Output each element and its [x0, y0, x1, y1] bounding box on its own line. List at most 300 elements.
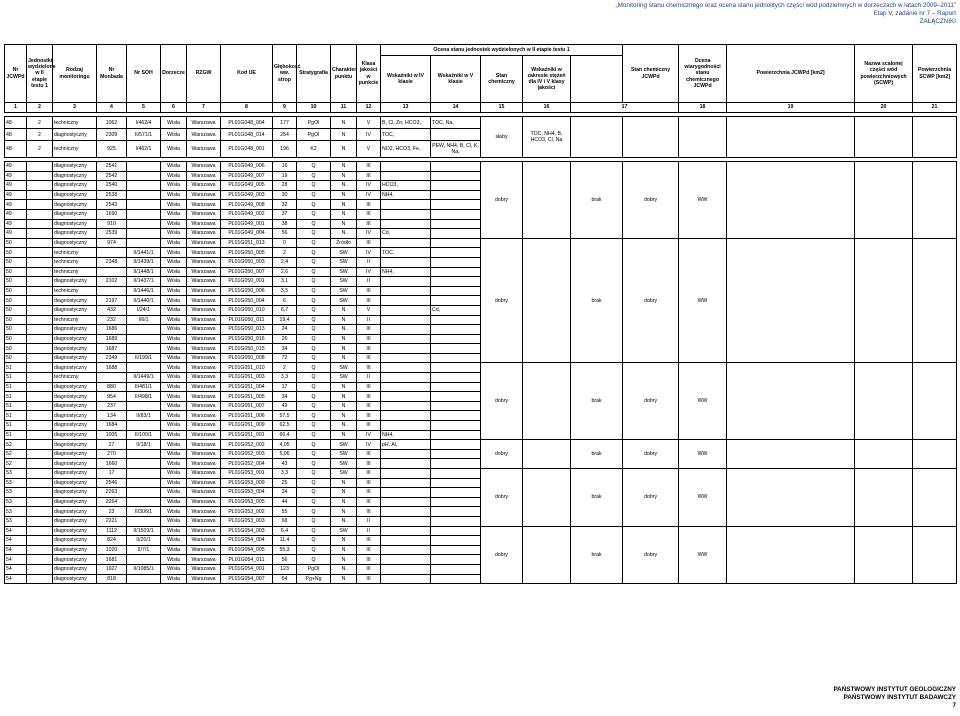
- cell: [431, 478, 481, 488]
- cell: 2546: [97, 478, 127, 488]
- cell: Warszawa: [187, 162, 221, 172]
- cell: 51: [5, 411, 27, 421]
- cell: Q: [297, 516, 331, 526]
- cell: Q: [297, 238, 331, 248]
- cell: [913, 117, 957, 158]
- cell: 50: [5, 238, 27, 248]
- cell: PL01G054_007: [221, 574, 273, 584]
- cell: III: [357, 536, 381, 546]
- cell: [97, 373, 127, 383]
- cell: Wisła: [161, 286, 187, 296]
- cell: 54: [5, 536, 27, 546]
- cell: PL01G050_010: [221, 305, 273, 315]
- cell: Warszawa: [187, 277, 221, 287]
- cell: 1689: [97, 334, 127, 344]
- cell: [381, 325, 431, 335]
- cell: Q: [297, 392, 331, 402]
- column-number: 15: [481, 103, 523, 113]
- cell: PL01G053_002: [221, 507, 273, 517]
- cell: [27, 536, 53, 546]
- cell: 2539: [97, 229, 127, 239]
- cell: techniczny: [53, 257, 97, 267]
- header-title: „Monitoring stanu chemicznego oraz ocena stanu jednolitych części wód podziemnych w dorzeczach w latach 2009–2011”: [615, 2, 956, 9]
- cell: NH4,: [381, 267, 431, 277]
- cell: II: [357, 526, 381, 536]
- cell: [431, 190, 481, 200]
- cell: PL01G050_006: [221, 286, 273, 296]
- group-empty-cell: [727, 440, 855, 469]
- cell: [27, 526, 53, 536]
- group-stan-cell: dobry: [481, 440, 523, 469]
- cell: 0: [273, 238, 297, 248]
- cell: Warszawa: [187, 536, 221, 546]
- cell: diagnostyczny: [53, 401, 97, 411]
- cell: Warszawa: [187, 229, 221, 239]
- cell: [27, 171, 53, 181]
- cell: N: [331, 117, 357, 129]
- cell: Wisła: [161, 162, 187, 172]
- col-klasa: Klasa jakości w punkcie: [357, 45, 381, 103]
- cell: 2: [27, 117, 53, 129]
- cell: Warszawa: [187, 190, 221, 200]
- cell: Wisła: [161, 277, 187, 287]
- cell: Warszawa: [187, 129, 221, 141]
- cell: Warszawa: [187, 267, 221, 277]
- cell: 48: [5, 129, 27, 141]
- cell: diagnostyczny: [53, 449, 97, 459]
- group-jcwpd-cell: dobry: [623, 440, 679, 469]
- cell: II: [357, 315, 381, 325]
- col-pow-scwp: Powierzchnia SCWP [km2]: [913, 45, 957, 103]
- cell: [381, 488, 431, 498]
- cell: [27, 421, 53, 431]
- page-footer: [833, 686, 956, 710]
- cell: [431, 526, 481, 536]
- cell: N: [331, 430, 357, 440]
- cell: N: [331, 171, 357, 181]
- cell: [127, 488, 161, 498]
- column-number: 6: [161, 103, 187, 113]
- column-number: 16: [523, 103, 571, 113]
- group-jcwpd-cell: dobry: [623, 238, 679, 363]
- cell: PL01G051_007: [221, 401, 273, 411]
- cell: PL01G050_003: [221, 257, 273, 267]
- cell: 54: [5, 555, 27, 565]
- cell: Wisła: [161, 574, 187, 584]
- cell: diagnostyczny: [53, 334, 97, 344]
- cell: 2102: [97, 277, 127, 287]
- cell: SW: [331, 248, 357, 258]
- cell: [27, 296, 53, 306]
- cell: SW: [331, 440, 357, 450]
- cell: 54: [5, 526, 27, 536]
- cell: diagnostyczny: [53, 478, 97, 488]
- cell: PL01G049_004: [221, 229, 273, 239]
- cell: 25: [273, 478, 297, 488]
- cell: 2: [27, 129, 53, 141]
- cell: Warszawa: [187, 325, 221, 335]
- cell: PL01G049_002: [221, 209, 273, 219]
- cell: 1688: [97, 363, 127, 373]
- column-number: 9: [273, 103, 297, 113]
- data-table: [4, 44, 957, 584]
- cell: Wisła: [161, 190, 187, 200]
- cell: III: [357, 162, 381, 172]
- cell: diagnostyczny: [53, 526, 97, 536]
- cell: [381, 296, 431, 306]
- cell: SW: [331, 257, 357, 267]
- cell: 38: [273, 219, 297, 229]
- cell: [431, 449, 481, 459]
- cell: [431, 564, 481, 574]
- cell: [27, 267, 53, 277]
- cell: [381, 411, 431, 421]
- cell: N: [331, 545, 357, 555]
- cell: PgOl: [297, 129, 331, 141]
- cell: [381, 382, 431, 392]
- cell: 1927: [97, 564, 127, 574]
- cell: Wisła: [161, 171, 187, 181]
- cell: N: [331, 574, 357, 584]
- cell: Warszawa: [187, 401, 221, 411]
- cell: 49: [5, 181, 27, 191]
- cell: PL01G052_002: [221, 440, 273, 450]
- cell: [381, 277, 431, 287]
- cell: N: [331, 478, 357, 488]
- cell: [27, 325, 53, 335]
- cell: Wisła: [161, 497, 187, 507]
- cell: diagnostyczny: [53, 497, 97, 507]
- cell: [381, 497, 431, 507]
- cell: III: [357, 200, 381, 210]
- cell: Wisła: [161, 440, 187, 450]
- group-empty-cell: [913, 162, 957, 239]
- cell: diagnostyczny: [53, 353, 97, 363]
- cell: [381, 421, 431, 431]
- col-stan-chem: Stan chemiczny: [481, 56, 523, 103]
- cell: V: [357, 141, 381, 158]
- cell: 2263: [97, 488, 127, 498]
- column-number: 8: [221, 103, 273, 113]
- cell: III: [357, 469, 381, 479]
- cell: [381, 257, 431, 267]
- group-jcwpd-cell: dobry: [623, 526, 679, 584]
- cell: IV: [357, 248, 381, 258]
- cell: III: [357, 545, 381, 555]
- cell: Wisła: [161, 129, 187, 141]
- cell: Warszawa: [187, 286, 221, 296]
- cell: 2309: [97, 129, 127, 141]
- cell: N: [331, 401, 357, 411]
- cell: Q: [297, 315, 331, 325]
- cell: PL01G054_011: [221, 555, 273, 565]
- cell: Warszawa: [187, 555, 221, 565]
- group-empty-cell: [855, 363, 913, 440]
- cell: 2,4: [273, 257, 297, 267]
- col-stan-jcwpd: Stan chemiczny JCWPd: [623, 45, 679, 103]
- cell: [431, 229, 481, 239]
- cell: 62,5: [273, 421, 297, 431]
- cell: [431, 325, 481, 335]
- col-dorzecze: Dorzecze: [161, 45, 187, 103]
- cell: 51: [5, 373, 27, 383]
- table-row: [5, 469, 957, 479]
- cell: [381, 545, 431, 555]
- cell: [127, 209, 161, 219]
- cell: [381, 373, 431, 383]
- cell: [381, 334, 431, 344]
- cell: TOC, Na,: [431, 117, 481, 129]
- group-empty-cell: [913, 363, 957, 440]
- cell: 52: [5, 459, 27, 469]
- cell: [27, 564, 53, 574]
- cell: II/1449/1: [127, 373, 161, 383]
- cell: PL01G051_003: [221, 373, 273, 383]
- cell: 3,3: [273, 373, 297, 383]
- cell: 51: [5, 363, 27, 373]
- cell: Wisła: [161, 325, 187, 335]
- cell: [431, 353, 481, 363]
- cell: 57,5: [273, 411, 297, 421]
- cell: [381, 526, 431, 536]
- cell: Q: [297, 200, 331, 210]
- cell: Warszawa: [187, 141, 221, 158]
- footer-institute: PAŃSTWOWY INSTYTUT GEOLOGICZNY: [833, 686, 956, 693]
- cell: [27, 392, 53, 402]
- cell: Q: [297, 507, 331, 517]
- group-wiar-cell: brak: [571, 162, 623, 239]
- cell: [27, 459, 53, 469]
- column-number: 18: [679, 103, 727, 113]
- cell: III: [357, 564, 381, 574]
- cell: 52: [5, 449, 27, 459]
- cell: [431, 411, 481, 421]
- cell: [381, 315, 431, 325]
- cell: 53: [5, 507, 27, 517]
- cell: 66,4: [273, 430, 297, 440]
- cell: Q: [297, 373, 331, 383]
- cell: 54: [5, 545, 27, 555]
- group-ww-cell: WW: [679, 162, 727, 239]
- group-ww-cell: WW: [679, 440, 727, 469]
- cell: [431, 181, 481, 191]
- cell: 3,5: [273, 286, 297, 296]
- cell: N: [331, 353, 357, 363]
- col-stratygrafia: Stratygrafia: [297, 45, 331, 103]
- cell: 232: [97, 315, 127, 325]
- cell: IV: [357, 129, 381, 141]
- cell: [431, 497, 481, 507]
- cell: Q: [297, 488, 331, 498]
- cell: 50: [5, 277, 27, 287]
- cell: PL01G054_001: [221, 564, 273, 574]
- cell: Wisła: [161, 469, 187, 479]
- cell: [381, 478, 431, 488]
- cell: 2348: [97, 257, 127, 267]
- cell: 1684: [97, 421, 127, 431]
- group-empty-cell: [523, 363, 571, 440]
- cell: Warszawa: [187, 392, 221, 402]
- cell: 53: [5, 497, 27, 507]
- group-stan-cell: dobry: [481, 526, 523, 584]
- group-empty-cell: [727, 238, 855, 363]
- cell: Warszawa: [187, 363, 221, 373]
- cell: 2538: [97, 190, 127, 200]
- cell: Warszawa: [187, 497, 221, 507]
- cell: II/1446/1: [127, 286, 161, 296]
- cell: PEW, NH4, B, Cl, K, Na,: [431, 141, 481, 158]
- table-row: [5, 162, 957, 172]
- cell: 50: [5, 353, 27, 363]
- cell: [27, 305, 53, 315]
- cell: 2541: [97, 162, 127, 172]
- cell: 50: [5, 257, 27, 267]
- group-stan-cell: dobry: [481, 469, 523, 527]
- cell: III: [357, 574, 381, 584]
- cell: diagnostyczny: [53, 507, 97, 517]
- cell: diagnostyczny: [53, 190, 97, 200]
- cell: NO2, HCO3, Fe,: [381, 141, 431, 158]
- cell: [127, 325, 161, 335]
- cell: I/462/4: [127, 117, 161, 129]
- cell: techniczny: [53, 373, 97, 383]
- cell: 4,05: [273, 440, 297, 450]
- cell: Warszawa: [187, 305, 221, 315]
- cell: Q: [297, 162, 331, 172]
- cell: 49: [5, 209, 27, 219]
- group-empty-cell: [913, 526, 957, 584]
- cell: 237: [97, 401, 127, 411]
- cell: PL01G054_003: [221, 526, 273, 536]
- cell: 6,4: [273, 526, 297, 536]
- cell: [571, 117, 623, 158]
- cell: Warszawa: [187, 574, 221, 584]
- cell: techniczny: [53, 267, 97, 277]
- cell: diagnostyczny: [53, 411, 97, 421]
- cell: 1686: [97, 325, 127, 335]
- cell: [727, 117, 855, 158]
- cell: Q: [297, 555, 331, 565]
- column-number: 14: [431, 103, 481, 113]
- cell: Warszawa: [187, 507, 221, 517]
- cell: [431, 267, 481, 277]
- cell: [127, 469, 161, 479]
- cell: II/18/1: [127, 440, 161, 450]
- cell: techniczny: [53, 248, 97, 258]
- cell: Wisła: [161, 117, 187, 129]
- cell: Q: [297, 296, 331, 306]
- cell: [431, 536, 481, 546]
- cell: II: [357, 516, 381, 526]
- cell: 49: [273, 401, 297, 411]
- cell: 19,4: [273, 315, 297, 325]
- cell: [27, 507, 53, 517]
- cell: PL01G051_001: [221, 430, 273, 440]
- cell: 17: [97, 469, 127, 479]
- group-empty-cell: [523, 526, 571, 584]
- cell: [855, 117, 913, 158]
- cell: PL01G048_001: [221, 141, 273, 158]
- cell: PL01G051_010: [221, 363, 273, 373]
- cell: Q: [297, 171, 331, 181]
- cell: 123: [273, 564, 297, 574]
- cell: 432: [97, 305, 127, 315]
- cell: 50: [5, 344, 27, 354]
- cell: [27, 469, 53, 479]
- cell: SW: [331, 373, 357, 383]
- group-jcwpd-cell: dobry: [623, 363, 679, 440]
- cell: SW: [331, 296, 357, 306]
- table-row: [5, 117, 957, 129]
- cell: [381, 401, 431, 411]
- cell: TOC,: [381, 129, 431, 141]
- cell: [127, 421, 161, 431]
- cell: PL01G053_001: [221, 469, 273, 479]
- cell: 5,06: [273, 449, 297, 459]
- cell: III: [357, 497, 381, 507]
- cell: II/100/1: [127, 430, 161, 440]
- cell: I/24/1: [127, 305, 161, 315]
- cell: [127, 171, 161, 181]
- cell: [431, 392, 481, 402]
- cell: III: [357, 449, 381, 459]
- cell: II/1448/1: [127, 267, 161, 277]
- cell: Q: [297, 363, 331, 373]
- cell: 49: [5, 171, 27, 181]
- cell: [27, 430, 53, 440]
- cell: techniczny: [53, 286, 97, 296]
- cell: diagnostyczny: [53, 545, 97, 555]
- cell: II/199/1: [127, 353, 161, 363]
- cell: [431, 315, 481, 325]
- cell: Warszawa: [187, 209, 221, 219]
- cell: diagnostyczny: [53, 277, 97, 287]
- group-wiar-cell: brak: [571, 363, 623, 440]
- col-kod-ue: Kod UE: [221, 45, 273, 103]
- cell: II/571/1: [127, 129, 161, 141]
- group-empty-cell: [727, 363, 855, 440]
- cell: I/462/1: [127, 141, 161, 158]
- group-empty-cell: [523, 440, 571, 469]
- group-stan-cell: dobry: [481, 238, 523, 363]
- cell: [27, 363, 53, 373]
- cell: PL01G049_007: [221, 171, 273, 181]
- cell: PL01G050_015: [221, 344, 273, 354]
- cell: [381, 507, 431, 517]
- cell: diagnostyczny: [53, 536, 97, 546]
- cell: 49: [5, 200, 27, 210]
- cell: Wisła: [161, 564, 187, 574]
- cell: 68: [273, 516, 297, 526]
- cell: [27, 574, 53, 584]
- cell: IV: [357, 190, 381, 200]
- cell: diagnostyczny: [53, 488, 97, 498]
- cell: Wisła: [161, 382, 187, 392]
- cell: PL01G053_009: [221, 478, 273, 488]
- cell: [27, 162, 53, 172]
- cell: [27, 440, 53, 450]
- cell: 1687: [97, 344, 127, 354]
- cell: [431, 257, 481, 267]
- wskazniki-cell: TOC, NH4, B, HCO3, Cl, Na: [523, 117, 571, 158]
- cell: II: [357, 373, 381, 383]
- cell: 37: [273, 209, 297, 219]
- cell: [431, 209, 481, 219]
- table-row: [5, 526, 957, 536]
- column-number: 2: [27, 103, 53, 113]
- cell: Q: [297, 267, 331, 277]
- cell: Q: [297, 344, 331, 354]
